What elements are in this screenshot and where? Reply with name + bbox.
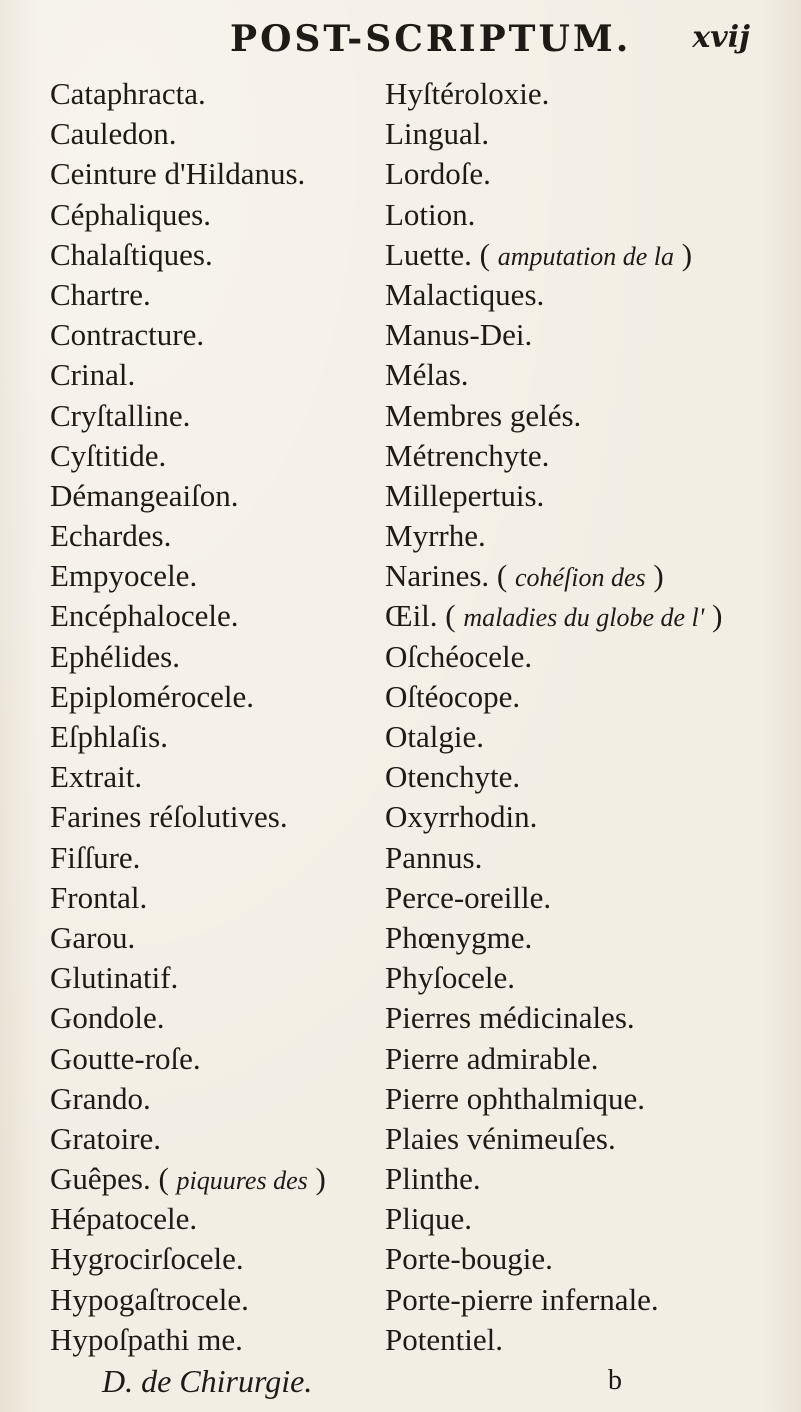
entry-text: Contracture. xyxy=(50,317,205,353)
entry-text: Perce-oreille. xyxy=(385,879,552,915)
entry-closing: ) xyxy=(653,558,664,594)
entry-note: maladies du globe de l' xyxy=(463,603,705,633)
entry-text: Cryſtalline. xyxy=(50,397,191,433)
index-entry xyxy=(385,637,785,677)
entry-text: Myrrhe. xyxy=(385,518,486,554)
index-entry xyxy=(385,315,785,355)
index-entry xyxy=(50,677,380,717)
index-entry xyxy=(50,235,380,275)
index-entry xyxy=(385,476,785,516)
entry-text: Lotion. xyxy=(385,196,476,232)
page-footer xyxy=(0,1363,801,1407)
entry-text: Frontal. xyxy=(50,879,148,915)
entry-text: Fiſſure. xyxy=(50,839,141,875)
entry-text: Manus-Dei. xyxy=(385,317,533,353)
index-entry xyxy=(50,195,380,235)
entry-text: Phyſocele. xyxy=(385,960,515,996)
entry-text: Empyocele. xyxy=(50,558,198,594)
entry-text: Plique. xyxy=(385,1201,472,1237)
entry-text: Echardes. xyxy=(50,518,172,554)
entry-closing: ) xyxy=(681,236,693,272)
entry-text: Hypoſpathi me. xyxy=(50,1321,243,1357)
index-entry xyxy=(385,275,785,315)
page-header xyxy=(230,18,750,68)
index-entry xyxy=(385,516,785,556)
entry-text: Hypogaſtrocele. xyxy=(50,1281,249,1317)
entry-text: Porte-bougie. xyxy=(385,1241,553,1277)
entry-text: Goutte-roſe. xyxy=(50,1040,201,1076)
entry-text: Mélas. xyxy=(385,357,469,393)
entry-text: Porte-pierre infernale. xyxy=(385,1281,659,1317)
index-entry xyxy=(385,998,785,1038)
entry-text: Otenchyte. xyxy=(385,759,521,795)
index-entry xyxy=(50,396,380,436)
entry-text: Oſtéocope. xyxy=(385,678,521,714)
entry-text: Crinal. xyxy=(50,357,136,393)
entry-text: Oſchéocele. xyxy=(385,638,533,674)
index-entry xyxy=(385,1079,785,1119)
entry-text: Epiplomérocele. xyxy=(50,678,254,714)
entry-text: Œil. ( xyxy=(385,598,456,634)
entry-note: cohéſion des xyxy=(514,563,646,593)
entry-note: piquures des xyxy=(176,1166,308,1196)
entry-text: Extrait. xyxy=(50,759,143,795)
index-entry xyxy=(50,1039,380,1079)
entry-text: Hygrocirſocele. xyxy=(50,1241,244,1277)
entry-text: Ephélides. xyxy=(50,638,180,674)
entry-text: Otalgie. xyxy=(385,719,484,754)
entry-text: Cauledon. xyxy=(50,116,177,152)
index-entry xyxy=(50,436,380,476)
entry-text: Membres gelés. xyxy=(385,397,582,433)
index-entry xyxy=(50,1320,380,1360)
entry-text: Oxyrrhodin. xyxy=(385,799,538,835)
index-entry xyxy=(385,436,785,476)
index-entry xyxy=(385,355,785,395)
entry-text: Céphaliques. xyxy=(50,196,211,232)
index-entry xyxy=(385,1199,785,1239)
index-entry xyxy=(385,1039,785,1079)
entry-text: Hépatocele. xyxy=(50,1201,198,1237)
index-entry xyxy=(385,677,785,717)
entry-text: Chartre. xyxy=(50,276,151,312)
index-entry xyxy=(385,717,785,757)
entry-text: Encéphalocele. xyxy=(50,598,239,634)
index-entry xyxy=(50,637,380,677)
entry-note: amputation de la xyxy=(497,241,674,271)
entry-text: Garou. xyxy=(50,919,136,955)
entry-text: Plaies vénimeuſes. xyxy=(385,1120,616,1156)
entry-text: Cataphracta. xyxy=(50,76,206,111)
index-entry xyxy=(50,878,380,918)
index-entry xyxy=(50,275,380,315)
entry-text: Lordoſe. xyxy=(385,156,491,192)
entry-text: Plinthe. xyxy=(385,1161,481,1197)
entry-text: Hyſtéroloxie. xyxy=(385,76,550,111)
index-entry xyxy=(50,918,380,958)
index-entry xyxy=(50,596,380,636)
catchword: b xyxy=(608,1365,622,1396)
index-entry xyxy=(385,918,785,958)
index-entry xyxy=(385,74,785,114)
index-entry xyxy=(50,1239,380,1279)
index-entry xyxy=(385,114,785,154)
index-entry xyxy=(50,838,380,878)
index-entry xyxy=(385,596,785,636)
entry-text: Millepertuis. xyxy=(385,477,545,513)
index-entry xyxy=(385,195,785,235)
index-entry xyxy=(50,516,380,556)
entry-text: Démangeaiſon. xyxy=(50,477,239,513)
entry-text: Grando. xyxy=(50,1080,151,1116)
entry-text: Narines. ( xyxy=(385,558,508,594)
entry-closing: ) xyxy=(712,598,723,634)
entry-text: Cyſtitide. xyxy=(50,437,167,473)
index-entry xyxy=(385,1320,785,1360)
index-entry xyxy=(50,757,380,797)
entry-text: Pierre admirable. xyxy=(385,1040,599,1076)
entry-text: Lingual. xyxy=(385,116,490,152)
entry-text: Pierres médicinales. xyxy=(385,1000,635,1036)
entry-text: Eſphlaſis. xyxy=(50,719,168,754)
index-entry xyxy=(50,1119,380,1159)
running-title: POST-SCRIPTUM. xyxy=(230,18,632,60)
index-entry xyxy=(385,757,785,797)
index-entry xyxy=(50,315,380,355)
index-entry xyxy=(50,476,380,516)
entry-text: Pierre ophthalmique. xyxy=(385,1080,645,1116)
entry-text: Métrenchyte. xyxy=(385,437,550,473)
entry-text: Malactiques. xyxy=(385,276,545,312)
index-entry xyxy=(385,556,785,596)
index-entry xyxy=(385,1119,785,1159)
index-entry xyxy=(385,396,785,436)
index-entry xyxy=(385,838,785,878)
page-number: xvij xyxy=(692,20,750,55)
index-entry xyxy=(385,154,785,194)
entry-text: Glutinatif. xyxy=(50,960,179,996)
entry-text: Chalaſtiques. xyxy=(50,236,213,272)
index-entry xyxy=(50,355,380,395)
entry-text: Phœnygme. xyxy=(385,919,533,955)
index-entry xyxy=(385,1159,785,1199)
index-entry xyxy=(385,1280,785,1320)
left-column xyxy=(50,74,380,1360)
entry-text: Gondole. xyxy=(50,1000,165,1036)
entry-text: Farines réſolutives. xyxy=(50,799,288,835)
index-entry xyxy=(50,154,380,194)
index-entry xyxy=(385,878,785,918)
index-entry xyxy=(50,114,380,154)
index-entry xyxy=(50,74,380,114)
entry-text: Guêpes. ( xyxy=(50,1161,169,1197)
index-entry xyxy=(50,958,380,998)
index-entry xyxy=(385,1239,785,1279)
index-entry xyxy=(50,1199,380,1239)
index-entry xyxy=(50,1079,380,1119)
index-entry xyxy=(50,998,380,1038)
index-entry xyxy=(385,235,785,275)
index-entry xyxy=(50,556,380,596)
signature-mark: D. de Chirurgie. xyxy=(102,1363,313,1399)
entry-text: Potentiel. xyxy=(385,1321,503,1357)
right-column xyxy=(385,74,785,1360)
entry-text: Gratoire. xyxy=(50,1120,162,1156)
entry-closing: ) xyxy=(315,1161,326,1197)
index-entry xyxy=(50,717,380,757)
index-entry xyxy=(50,797,380,837)
index-entry xyxy=(385,797,785,837)
entry-text: Luette. ( xyxy=(385,236,491,272)
entry-text: Pannus. xyxy=(385,839,483,875)
index-entry xyxy=(50,1280,380,1320)
entry-text: Ceinture d'Hildanus. xyxy=(50,156,306,192)
index-entry xyxy=(385,958,785,998)
index-entry xyxy=(50,1159,380,1199)
